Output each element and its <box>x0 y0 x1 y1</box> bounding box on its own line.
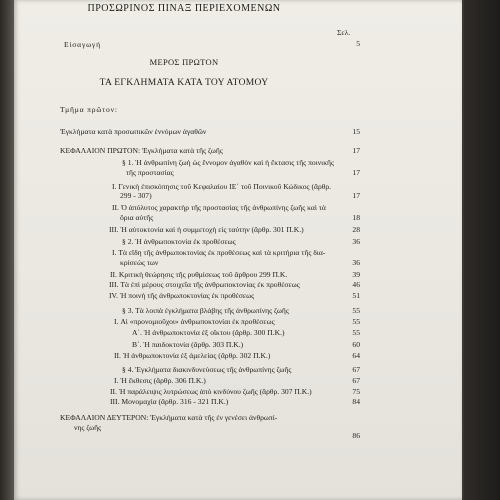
toc-entry: Α΄. Ἡ ἀνθρωποκτονία ἐξ οἴκτου (ἄρθρ. 300 Π.Κ.) <box>132 328 285 337</box>
part-title: ΜΕΡΟΣ ΠΡΩΤΟΝ <box>149 57 219 67</box>
page-title: ΠΡΟΣΩΡΙΝΟΣ ΠΙΝΑΞ ΠΕΡΙΕΧΟΜΕΝΩΝ <box>87 3 281 14</box>
toc-entry: I. Ἡ ἔκθεσις (ἄρθρ. 306 Π.Κ.) <box>114 376 206 385</box>
intro-label: Εἰσαγωγή <box>64 40 101 49</box>
toc-page: 84 <box>352 397 360 406</box>
toc-entry: III. Μονομαχία (ἄρθρ. 316 - 321 Π.Κ.) <box>110 397 229 406</box>
toc-chapter: νης ζωῆς <box>74 423 102 432</box>
toc-entry: II. Κριτικὴ θεώρησις τῆς ρυθμίσεως τοῦ ἄρθρου 299 Π.Κ. <box>110 270 288 279</box>
toc-entry: ὅρια αὐτῆς <box>120 213 154 222</box>
part-subtitle: ΤΑ ΕΓΚΛΗΜΑΤΑ ΚΑΤΑ ΤΟΥ ΑΤΟΜΟΥ <box>99 78 269 88</box>
toc-entry: II. Ὁ ἀπόλυτος χαρακτὴρ τῆς προστασίας τῆς ἀνθρωπίνης ζωῆς καὶ τὰ <box>112 203 326 212</box>
toc-page: 17 <box>352 168 360 177</box>
toc-chapter: ΚΕΦΑΛΑΙΟΝ ΠΡΩΤΟΝ: Ἐγκλήματα κατὰ τῆς ζωῆς <box>60 146 223 155</box>
toc-page: 75 <box>352 387 360 396</box>
page-column-label: Σελ. <box>337 28 351 37</box>
background-right <box>464 0 500 500</box>
toc-entry: II. Ἡ παράλειψις λυτρώσεως ἀπὸ κινδύνου ζωῆς (ἄρθρ. 307 Π.Κ.) <box>110 387 312 396</box>
toc-page: 60 <box>352 340 360 349</box>
toc-page: 18 <box>352 213 360 222</box>
toc-entry: IV. Ἡ ποινὴ τῆς ἀνθρωποκτονίας ἐκ προθέσεως <box>109 291 255 300</box>
toc-entry: I. Γενικὴ ἐπισκόπησις τοῦ Κεφαλαίου ΙΕ΄ τοῦ Ποινικοῦ Κώδικος (ἄρθρ. <box>112 182 332 191</box>
book-page <box>14 0 462 500</box>
toc-page: 17 <box>352 191 360 200</box>
toc-entry: Β΄. Ἡ παιδοκτονία (ἄρθρ. 303 Π.Κ.) <box>132 340 244 349</box>
toc-page: 86 <box>352 431 360 440</box>
toc-page: 15 <box>352 127 360 136</box>
toc-chapter: ΚΕΦΑΛΑΙΟΝ ΔΕΥΤΕΡΟΝ: Ἐγκλήματα κατὰ τῆς ἐν γενέσει ἀνθρωπί- <box>60 413 278 422</box>
toc-entry: III. Ἡ αὐτοκτονία καὶ ἡ συμμετοχὴ εἰς ταύτην (ἄρθρ. 301 Π.Κ.) <box>109 225 304 234</box>
toc-page: 55 <box>352 328 360 337</box>
toc-entry: § 4. Ἐγκλήματα διακινδυνεύσεως τῆς ἀνθρωπίνης ζωῆς <box>122 365 292 374</box>
toc-entry: § 2. Ἡ ἀνθρωποκτονία ἐκ προθέσεως <box>122 237 236 246</box>
toc-entry: I. Τὰ εἴδη τῆς ἀνθρωποκτονίας ἐκ προθέσεως καὶ τὰ κριτήρια τῆς δια- <box>112 248 326 257</box>
toc-page: 17 <box>352 146 360 155</box>
toc-page: 39 <box>352 270 360 279</box>
toc-entry: 299 - 307) <box>120 191 152 200</box>
toc-entry: III. Τὰ ἐπὶ μέρους στοιχεῖα τῆς ἀνθρωποκτονίας ἐκ προθέσεως <box>109 280 300 289</box>
toc-entry: § 1. Ἡ ἀνθρωπίνη ζωὴ ὡς ἔννομον ἀγαθὸν καὶ ἡ ἔκτασις τῆς ποινικῆς <box>122 158 335 167</box>
toc-entry: II. Ἡ ἀνθρωποκτονία ἐξ ἀμελείας (ἄρθρ. 302 Π.Κ.) <box>114 351 271 360</box>
toc-page: 67 <box>352 365 360 374</box>
toc-entry: τῆς προστασίας <box>126 168 174 177</box>
toc-entry: Ἐγκλήματα κατὰ προσωπικῶν ἐννόμων ἀγαθῶν <box>60 127 207 136</box>
section-label: Τμῆμα πρῶτον: <box>60 105 118 114</box>
toc-page: 51 <box>352 291 360 300</box>
toc-page: 55 <box>352 306 360 315</box>
toc-page: 55 <box>352 317 360 326</box>
toc-page: 64 <box>352 351 360 360</box>
toc-page: 67 <box>352 376 360 385</box>
toc-page: 36 <box>352 258 360 267</box>
toc-entry: § 3. Τὰ λοιπὰ ἐγκλήματα βλάβης τῆς ἀνθρωπίνης ζωῆς <box>122 306 289 315</box>
toc-entry: I. Αἱ «προνομιοῦχοι» ἀνθρωποκτονίαι ἐκ προθέσεως <box>114 317 275 326</box>
book-spine-shadow <box>0 0 14 500</box>
toc-page: 36 <box>352 237 360 246</box>
intro-page: 5 <box>356 39 360 48</box>
toc-entry: κρίσεώς των <box>120 258 159 267</box>
toc-page: 46 <box>352 280 360 289</box>
toc-page: 28 <box>352 225 360 234</box>
